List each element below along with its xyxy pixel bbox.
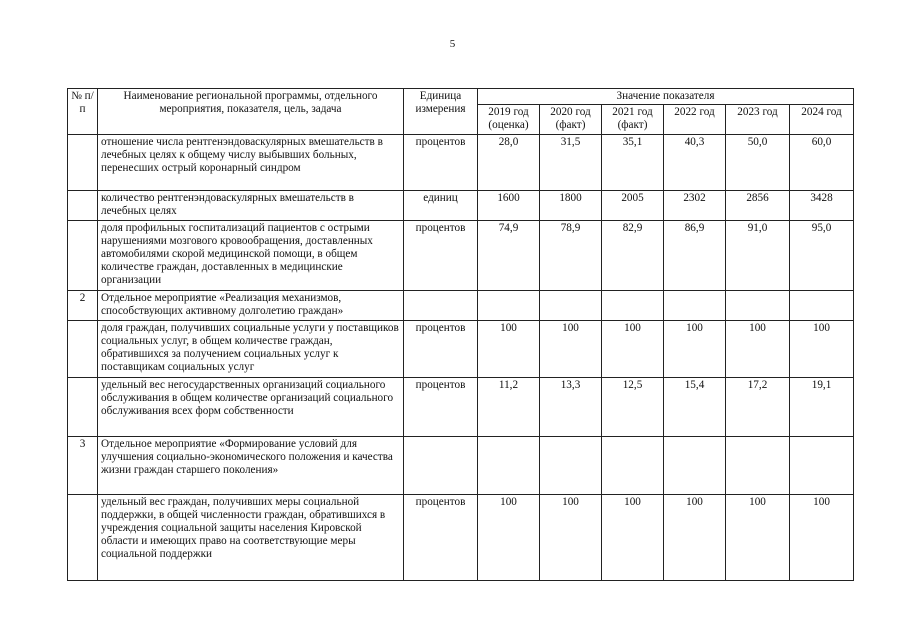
row-num bbox=[68, 495, 98, 581]
row-unit: процентов bbox=[404, 221, 478, 291]
row-value: 74,9 bbox=[478, 221, 540, 291]
row-value bbox=[478, 291, 540, 321]
table-body bbox=[68, 135, 854, 581]
table-row bbox=[68, 495, 854, 581]
header-year: 2020 год (факт) bbox=[540, 105, 602, 135]
row-value: 91,0 bbox=[726, 221, 790, 291]
row-value: 100 bbox=[540, 321, 602, 378]
row-value: 50,0 bbox=[726, 135, 790, 191]
row-value: 100 bbox=[726, 495, 790, 581]
table-row bbox=[68, 135, 854, 191]
row-unit bbox=[404, 437, 478, 495]
row-value: 15,4 bbox=[664, 378, 726, 437]
row-value: 100 bbox=[790, 321, 854, 378]
row-value bbox=[726, 437, 790, 495]
row-value: 31,5 bbox=[540, 135, 602, 191]
row-unit bbox=[404, 291, 478, 321]
row-num bbox=[68, 135, 98, 191]
table-row bbox=[68, 291, 854, 321]
row-value bbox=[540, 291, 602, 321]
row-value: 60,0 bbox=[790, 135, 854, 191]
header-year: 2024 год bbox=[790, 105, 854, 135]
row-value: 100 bbox=[790, 495, 854, 581]
row-value: 35,1 bbox=[602, 135, 664, 191]
row-value: 1600 bbox=[478, 191, 540, 221]
row-value: 2856 bbox=[726, 191, 790, 221]
header-unit: Единица измерения bbox=[404, 89, 478, 135]
row-name: Отдельное мероприятие «Реализация механизмов, способствующих активному долголетию граждан» bbox=[98, 291, 404, 321]
row-value: 100 bbox=[664, 495, 726, 581]
row-unit: единиц bbox=[404, 191, 478, 221]
row-name: количество рентгенэндоваскулярных вмешательств в лечебных целях bbox=[98, 191, 404, 221]
table-header bbox=[68, 89, 854, 135]
header-year: 2022 год bbox=[664, 105, 726, 135]
row-value: 1800 bbox=[540, 191, 602, 221]
row-value bbox=[540, 437, 602, 495]
row-value bbox=[790, 437, 854, 495]
table-row bbox=[68, 221, 854, 291]
page-number: 5 bbox=[449, 38, 456, 50]
row-value: 28,0 bbox=[478, 135, 540, 191]
row-value bbox=[602, 437, 664, 495]
row-value: 100 bbox=[602, 321, 664, 378]
row-value: 12,5 bbox=[602, 378, 664, 437]
row-unit: процентов bbox=[404, 495, 478, 581]
row-num: 3 bbox=[68, 437, 98, 495]
row-num bbox=[68, 221, 98, 291]
row-value: 95,0 bbox=[790, 221, 854, 291]
row-value bbox=[790, 291, 854, 321]
row-num bbox=[68, 378, 98, 437]
row-value bbox=[602, 291, 664, 321]
row-name: отношение числа рентгенэндоваскулярных вмешательств в лечебных целях к общему числу выбывших больных, перенесших острый коронарный синдром bbox=[98, 135, 404, 191]
header-value-group: Значение показателя bbox=[478, 89, 854, 105]
header-year: 2021 год (факт) bbox=[602, 105, 664, 135]
row-value: 100 bbox=[726, 321, 790, 378]
row-value bbox=[664, 437, 726, 495]
table-row bbox=[68, 378, 854, 437]
row-name: доля профильных госпитализаций пациентов с острыми нарушениями мозгового кровообращения, доставленных автомобилями скорой медицинской помощи, в общем количестве граждан, доставленных в медицинские организации bbox=[98, 221, 404, 291]
row-value: 100 bbox=[478, 495, 540, 581]
row-name: удельный вес граждан, получивших меры социальной поддержки, в общей численности граждан, обратившихся в учреждения социальной защиты населения Кировской области и имеющих право на соответствующие меры социальной поддержки bbox=[98, 495, 404, 581]
header-year: 2023 год bbox=[726, 105, 790, 135]
row-value: 100 bbox=[602, 495, 664, 581]
header-year: 2019 год (оценка) bbox=[478, 105, 540, 135]
row-value: 3428 bbox=[790, 191, 854, 221]
row-value: 2005 bbox=[602, 191, 664, 221]
row-value: 11,2 bbox=[478, 378, 540, 437]
indicators-table bbox=[67, 88, 854, 581]
row-value: 100 bbox=[540, 495, 602, 581]
row-value: 82,9 bbox=[602, 221, 664, 291]
table-row bbox=[68, 191, 854, 221]
row-value: 40,3 bbox=[664, 135, 726, 191]
row-unit: процентов bbox=[404, 378, 478, 437]
row-value: 17,2 bbox=[726, 378, 790, 437]
row-num bbox=[68, 191, 98, 221]
row-value bbox=[478, 437, 540, 495]
row-name: удельный вес негосударственных организаций социального обслуживания в общем количестве организаций социального обслуживания всех форм собственности bbox=[98, 378, 404, 437]
row-num: 2 bbox=[68, 291, 98, 321]
row-value bbox=[726, 291, 790, 321]
header-num: № п/п bbox=[68, 89, 98, 135]
table-row bbox=[68, 437, 854, 495]
row-value: 19,1 bbox=[790, 378, 854, 437]
row-value bbox=[664, 291, 726, 321]
row-value: 86,9 bbox=[664, 221, 726, 291]
table-row bbox=[68, 321, 854, 378]
row-unit: процентов bbox=[404, 135, 478, 191]
row-unit: процентов bbox=[404, 321, 478, 378]
row-name: доля граждан, получивших социальные услуги у поставщиков социальных услуг, в общем количестве граждан, обратившихся за получением социальных услуг к поставщикам социальных услуг bbox=[98, 321, 404, 378]
row-value: 100 bbox=[664, 321, 726, 378]
row-num bbox=[68, 321, 98, 378]
row-name: Отдельное мероприятие «Формирование условий для улучшения социально-экономического положения и качества жизни граждан старшего поколения» bbox=[98, 437, 404, 495]
row-value: 100 bbox=[478, 321, 540, 378]
row-value: 13,3 bbox=[540, 378, 602, 437]
header-name: Наименование региональной программы, отдельного мероприятия, показателя, цель, задача bbox=[98, 89, 404, 135]
row-value: 78,9 bbox=[540, 221, 602, 291]
row-value: 2302 bbox=[664, 191, 726, 221]
